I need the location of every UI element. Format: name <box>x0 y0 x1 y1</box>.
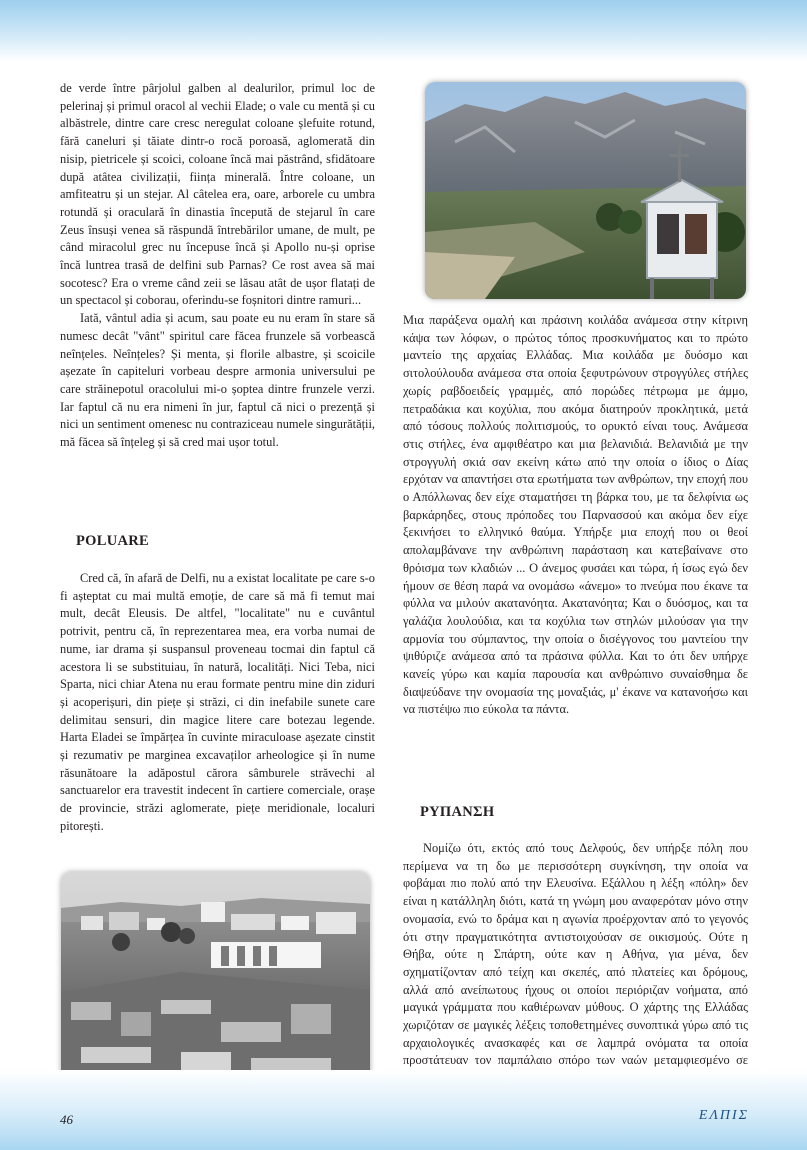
page-number: 46 <box>60 1112 73 1127</box>
left-section-body <box>60 570 375 836</box>
delphi-photo-graphic <box>425 82 746 299</box>
right-section-body <box>403 840 748 1088</box>
left-paragraph-1: de verde între pârjolul galben al dealurilor, primul loc de pelerinaj și primul oracol al vechii Elade; o vale cu mentă și cu albăstrele, dintre care cresc neregulat coloane șlefuite rotund, fără caneluri și tăiate dintr-o rocă poroasă, aglomerată din nisip, pietricele și scoici, coloane încă mai păstrând, sfidătoare după atâtea civilizații, ființa minerală. Între coloane, un amfiteatru și un stejar. Al câtelea era, oare, arborele cu umbra rotundă și oraculară în dinastia începută de stejarul în care Zeus însuși venea să răspundă întrebărilor umane, de mult, pe când miracolul grec nu începuse încă și Apollo nu-și oprise încă luntrea trasă de delfini sub Parnas? Ce rost avea să mai socotesc? Era o vreme când zeii se lăsau atât de ușor flatați de un spectacol și coborau, oferindu-se foșnitori dintre ramuri... <box>60 81 375 308</box>
right-section-paragraph: Νομίζω ότι, εκτός από τους Δελφούς, δεν υπήρξε πόλη που περίμενα να τη δω με περισσότερη συγκίνηση, την οποία να φοβάμαι πιο πολύ από την Ελευσίνα. Εξάλλου η λέξη «πόλη» δεν είναι η κατάλληλη διότι, κατά τη γνώμη μου αναφερόταν μόνο στην ονομασία, ενώ το δράμα και η αγωνία προέρχονταν από το γεγονός ότι στην πραγματικότητα αντιστοιχούσαν σε οικισμούς. Ούτε η Θήβα, ούτε η Σπάρτη, ούτε καν η Αθήνα, για μένα, δεν σχηματίζονταν από τείχη και σκεπές, από πλατείες και δρόμους, αλλά από ανείπωτους ήχους οι οποίοι περιόριζαν νοήματα, από μαγικά γράμματα που καθιέρωναν μύθους. Ο χάρτης της Ελλάδας χωριζόταν σε μαγικές λέξεις τοποθετημένες συνοπτικά γύρω από τις αρχαιολογικές ανασκαφές και σε λαμπρά ονόματα τα οποία προστάτευαν τον παμπάλαιο σπόρο των ναών μεταμφιεσμένο σε <box>403 841 748 1068</box>
left-column <box>60 80 375 452</box>
eleusis-photo-graphic <box>61 872 370 1090</box>
top-color-band <box>0 0 807 62</box>
eleusis-excavation-photo <box>61 872 370 1090</box>
bottom-color-band <box>0 1070 807 1150</box>
delphi-landscape-photo <box>425 82 746 299</box>
journal-name: ΕΛΠΙΣ <box>698 1108 749 1123</box>
right-column <box>403 312 748 719</box>
left-section-paragraph: Cred că, în afară de Delfi, nu a existat localitate pe care s-o fi așteptat cu mai multă emoție, de care să mă fi temut mai mult, decât Eleusis. De altfel, "localitate" nu e cuvântul potrivit, pentru că, în reprezentarea mea, era vorba numai de nume, iar drama și suspansul proveneau tocmai din faptul că acestora li se substituiau, în natură, localități. Nici Teba, nici Sparta, nici chiar Atena nu erau formate pentru mine din ziduri și acoperișuri, din piețe și străzi, ci din inefabile sunete care delimitau sensuri, din magice litere care botezau legende. Harta Eladei se împărțea în cuvinte miraculoase așezate cinstit și rezumativ pe marginea excavaților arheologice și în nume răsunătoare la adăpostul cărora sâmburele străvechi al sanctuarelor era travestit indecent în cartiere comerciale, orașe de provincie, străzi aglomerate, piețe meridionale, localuri pitorești. <box>60 571 375 833</box>
section-title-rypansi: ΡΥΠΑΝΣΗ <box>420 804 495 820</box>
left-paragraph-2: Iată, vântul adia și acum, sau poate eu nu eram în stare să numesc decât "vânt" spiritul care făcea frunzele să vorbească neînțeles. Neînțeles? Și menta, și florile albastre, și scoicile așezate în capiteluri vorbeau despre armonia universului pe care străinepotul oracolului mi-o șoptea dintre frunzele verzi. Iar faptul că nu era nimeni în jur, faptul că nici o prezență și nici un sentiment omenesc nu contraziceau numele singurătății, mă făcea să înțeleg și să cred mai ușor totul. <box>60 311 375 450</box>
section-title-poluare: POLUARE <box>76 533 149 549</box>
right-paragraph-1: Μια παράξενα ομαλή και πράσινη κοιλάδα ανάμεσα στην κίτρινη κάψα των λόφων, ο πρώτος τόπος προσκυνήματος και το πρώτο μαντείο της αρχαίας Ελλάδας. Μια κοιλάδα με δυόσμο και σιτολούλουδα ανάμεσα στα οποία ξεφυτρώνουν στρογγύλες στήλες χωρίς ραβδοειδείς γραμμές, από πορώδες πέτρωμα με άμμο, πετραδάκια και κοχύλια, που ακόμα διατηρούν προκλητικά, μετά από τόσους πολλούς πολιτισμούς, το ορυκτό είναι τους. Ανάμεσα στις στήλες, ένα αμφιθέατρο και μια βελανιδιά. Βελανιδιά με την στρογγυλή σκιά σαν εκείνη κάτω από την οποία ο ίδιος ο Δίας ερχόταν να απαντήσει στα ερωτήματα των ανθρώπων, την εποχή που ο Απόλλωνας δεν είχε σταματήσει τη βάρκα του, με τα δελφίνια ως βαρκάρηδες, στους πρόποδες του Παρνασσού και ακόμα δεν είχε ξεκινήσει το ελληνικό θαύμα. Υπήρξε μια εποχή που οι θεοί απολαμβάνανε την ανθρώπινη παράσταση και κατεβαίνανε στο θρόισμα των κλαδιών ... Ο άνεμος φυσάει και τώρα, ή ίσως εγώ δεν ήμουν σε θέση παρά να ονομάσω «άνεμο» το πνεύμα που έκανε τα φύλλα να μιλούν ακατανόητα. Ακατανόητα; Και ο δυόσμος, και τα γαλάζια λουλούδια, και τα κοχύλια των στηλών μιλούσαν για την αρμονία του σύμπαντος, την οποία ο δισέγγονος του μαντείου την ψιθύριζε ανάμεσα από τα πράσινα φύλλα. Και το ότι δεν υπήρχε κανείς γύρω και καμία παρουσία και ανθρώπινο συναίσθημα δε διαψεύδανε την ονομασία της μοναξιάς, μ' έκανε να κατανοήσω και να πιστέψω πιο εύκολα τα πάντα. <box>403 313 748 717</box>
